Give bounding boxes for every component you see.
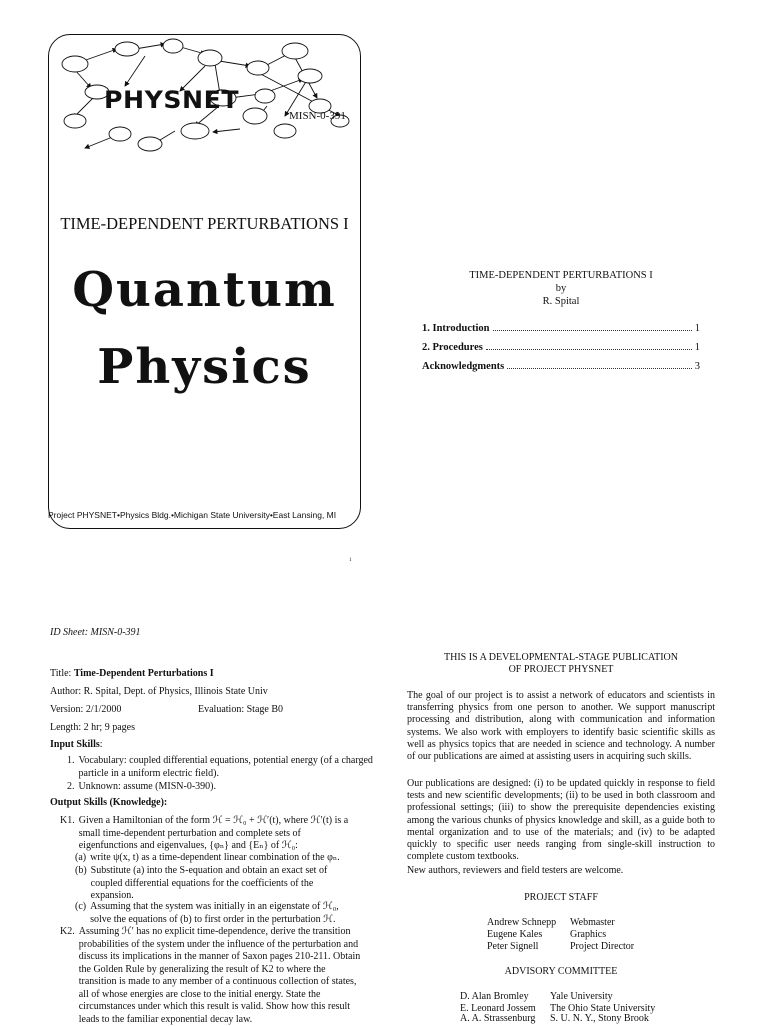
advisor-name: A. A. Strassenburg [460, 1013, 536, 1024]
output-skill-k1c [75, 901, 347, 926]
toc-entry-acknowledgments[interactable] [422, 361, 700, 372]
cover-footer: Project PHYSNET•Physics Bldg.•Michigan State University•East Lansing, MI [48, 510, 337, 520]
input-skills-heading [50, 739, 103, 752]
advisor-org: Yale University [550, 991, 613, 1002]
toc-leader [486, 349, 692, 350]
toc-label: 1. Introduction [422, 323, 490, 334]
k1b-number: (b) [75, 865, 87, 876]
toc-label: 2. Procedures [422, 342, 483, 353]
module-author: R. Spital [542, 296, 580, 307]
id-length: Length: 2 hr; 9 pages [50, 722, 135, 733]
k2-number: K2. [60, 926, 75, 937]
input-skill-item [67, 781, 377, 794]
k1a-number: (a) [75, 852, 87, 863]
id-sheet-header: ID Sheet: MISN-0-391 [50, 627, 141, 638]
module-number: MISN-0-391 [289, 110, 346, 122]
item-text: Vocabulary: coupled differential equations, potential energy (of a charged particle in a uniform electric field). [78, 755, 373, 779]
output-skill-k1a [75, 852, 347, 865]
k1-number: K1. [60, 815, 75, 826]
id-title-line [50, 668, 214, 681]
k1-text: Given a Hamiltonian of the form ℋ = ℋ₀ + ℋ′(t), where ℋ′(t) is a small time-dependent perturbation and complete sets of eigenfunctions and eigenvalues, {φₙ} and {Eₙ} of ℋ₀: [78, 815, 349, 851]
toc-leader [507, 368, 691, 369]
goal-paragraph: The goal of our project is to assist a network of educators and scientists in transferring physics from one person to another. We support manuscript processing and distribution, along with communication and information systems. We also work with employers to identify basic scientific skills as well as physics topics that are needed in science and technology. A number of our publications are aimed at assisting users in acquiring such skills. [407, 690, 715, 763]
k1c-text: Assuming that the system was initially in an eigenstate of ℋ₀, solve the equations of (b) to first order in the perturbation ℋ. [90, 901, 339, 925]
output-skill-k1b [75, 865, 347, 903]
module-title: TIME-DEPENDENT PERTURBATIONS I [469, 270, 653, 281]
id-title-label: Title: [50, 668, 74, 679]
id-author: Author: R. Spital, Dept. of Physics, Illinois State Univ [50, 686, 268, 697]
output-skill-k2 [60, 926, 362, 1026]
staff-role: Project Director [570, 941, 635, 952]
cover-big-word-1: Quantum [72, 262, 337, 318]
input-skill-item [67, 755, 377, 780]
staff-name: Peter Signell [487, 941, 539, 952]
cover-title: TIME-DEPENDENT PERTURBATIONS I [60, 214, 349, 233]
input-skills-colon: : [99, 739, 103, 750]
item-number: 2. [67, 781, 75, 792]
advisor-name: E. Leonard Jossem [460, 1003, 536, 1014]
id-evaluation: Evaluation: Stage B0 [198, 704, 283, 715]
project-staff-heading: PROJECT STAFF [524, 892, 598, 903]
advisory-committee-heading: ADVISORY COMMITTEE [504, 966, 618, 977]
toc-label: Acknowledgments [422, 361, 505, 372]
by-line: by [555, 283, 567, 294]
publication-heading-line-2: OF PROJECT PHYSNET [508, 664, 614, 675]
staff-role: Graphics [570, 929, 607, 940]
toc-page: 1 [694, 323, 700, 334]
k1c-number: (c) [75, 901, 87, 912]
advisor-org: The Ohio State University [550, 1003, 656, 1014]
id-title-value: Time-Dependent Perturbations I [73, 668, 214, 679]
physnet-logo: PHYSNET [104, 86, 240, 114]
staff-name: Andrew Schnepp [487, 917, 557, 928]
page-number: 1 [349, 558, 352, 563]
item-text: Unknown: assume (MISN-0-390). [78, 781, 216, 792]
welcome-paragraph: New authors, reviewers and field testers are welcome. [407, 865, 624, 876]
publication-heading-line-1: THIS IS A DEVELOPMENTAL-STAGE PUBLICATION [444, 652, 678, 663]
output-skills-heading: Output Skills (Knowledge): [50, 797, 168, 808]
staff-role: Webmaster [570, 917, 615, 928]
toc-entry-procedures[interactable] [422, 342, 700, 353]
toc-page: 1 [694, 342, 700, 353]
cover-big-word-2: Physics [97, 339, 312, 395]
design-paragraph: Our publications are designed: (i) to be updated quickly in response to field tests and new scientific developments; (ii) to be used in both classroom and professional settings; (iii) to show the prerequisite dependencies existing among the various chunks of physics knowledge and skill, as a guide both to mental organization and to use of the materials; and (iv) to be adapted quickly to specific user needs ranging from single-skill instruction to complete custom textbooks. [407, 778, 715, 863]
item-number: 1. [67, 755, 75, 766]
advisor-name: D. Alan Bromley [460, 991, 529, 1002]
toc-entry-introduction[interactable] [422, 323, 700, 334]
toc-leader [493, 330, 692, 331]
id-version: Version: 2/1/2000 [50, 704, 122, 715]
advisor-org: S. U. N. Y., Stony Brook [550, 1013, 649, 1024]
k1a-text: write ψ(x, t) as a time-dependent linear combination of the φₙ. [90, 852, 340, 863]
toc-page: 3 [694, 361, 700, 372]
k2-text: Assuming ℋ′ has no explicit time-dependence, derive the transition probabilities of the system under the influence of the perturbation and discuss its implications in the manner of Saxon pages 210-211. Obtain the Golden Rule by generalizing the result of K2 to where the transition is made to any member of a continuous collection of states, all of whose energies are close to the initial energy. State the circumstances under which this result is valid. Show how this result leads to the familiar exponential decay law. [78, 926, 361, 1025]
staff-name: Eugene Kales [487, 929, 543, 940]
output-skill-k1 [60, 815, 362, 853]
input-skills-label: Input Skills [50, 739, 100, 750]
k1b-text: Substitute (a) into the S-equation and obtain an exact set of coupled differential equations for the coefficients of the expansion. [90, 865, 328, 901]
